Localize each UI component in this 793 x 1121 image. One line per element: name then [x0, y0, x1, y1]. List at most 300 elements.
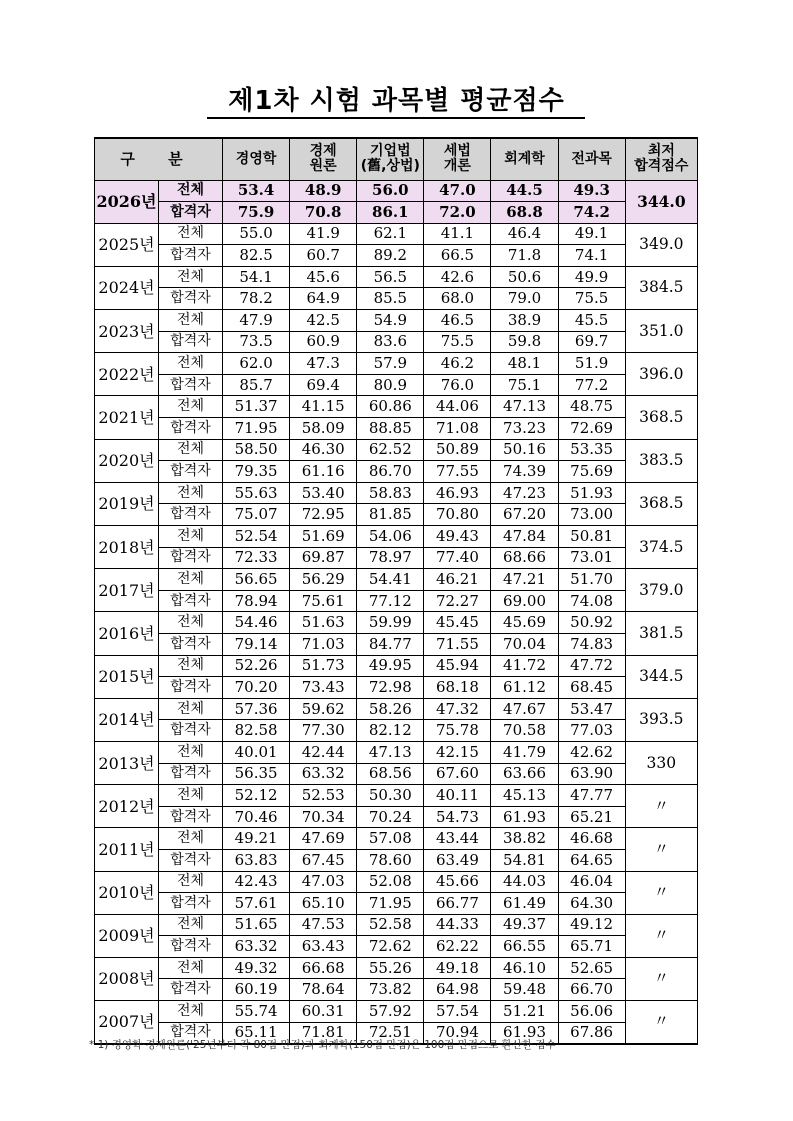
score-cell: 73.00: [558, 504, 625, 526]
score-cell: 50.89: [424, 439, 491, 461]
score-cell: 85.5: [357, 288, 424, 310]
score-cell: 54.81: [491, 849, 558, 871]
score-cell: 79.0: [491, 288, 558, 310]
score-cell: 65.71: [558, 936, 625, 958]
score-cell: 68.0: [424, 288, 491, 310]
score-cell: 70.20: [223, 677, 290, 699]
score-cell: 46.93: [424, 482, 491, 504]
label-passed: 합격자: [159, 893, 223, 915]
score-cell: 56.5: [357, 266, 424, 288]
label-passed: 합격자: [159, 461, 223, 483]
year-row-passed: [95, 677, 698, 699]
score-cell: 49.21: [223, 828, 290, 850]
score-cell: 46.21: [424, 569, 491, 591]
score-cell: 48.9: [290, 180, 357, 202]
score-cell: 54.9: [357, 310, 424, 332]
score-cell: 71.55: [424, 633, 491, 655]
score-cell: 42.6: [424, 266, 491, 288]
year-row-all: [95, 612, 698, 634]
score-cell: 65.11: [223, 1022, 290, 1044]
year-row-passed: [95, 849, 698, 871]
score-cell: 68.45: [558, 677, 625, 699]
score-cell: 60.31: [290, 1001, 357, 1023]
score-cell: 67.45: [290, 849, 357, 871]
score-cell: 49.9: [558, 266, 625, 288]
footnote: * 1) 경영학·경제원론('25년부터 각 80점 만점)과 회계학(150점 만점)은 100점 만점으로 환산한 점수: [89, 1039, 556, 1051]
score-cell: 69.4: [290, 374, 357, 396]
score-cell: 40.01: [223, 741, 290, 763]
label-all: 전체: [159, 266, 223, 288]
score-cell: 69.7: [558, 331, 625, 353]
year-row-passed: [95, 893, 698, 915]
score-cell: 47.72: [558, 655, 625, 677]
score-cell: 77.55: [424, 461, 491, 483]
score-cell: 59.62: [290, 698, 357, 720]
score-cell: 47.21: [491, 569, 558, 591]
year-cell: 2011년: [95, 828, 159, 871]
score-cell: 70.94: [424, 1022, 491, 1044]
score-cell: 67.20: [491, 504, 558, 526]
score-cell: 81.85: [357, 504, 424, 526]
year-row-all: [95, 526, 698, 548]
min-pass-score-cell: 384.5: [625, 266, 697, 309]
score-cell: 50.16: [491, 439, 558, 461]
min-pass-score-cell: 〃: [625, 957, 697, 1000]
score-cell: 52.54: [223, 526, 290, 548]
score-cell: 60.19: [223, 979, 290, 1001]
score-cell: 63.66: [491, 763, 558, 785]
year-row-all: [95, 828, 698, 850]
score-cell: 72.51: [357, 1022, 424, 1044]
label-all: 전체: [159, 439, 223, 461]
score-cell: 45.69: [491, 612, 558, 634]
min-pass-score-cell: 368.5: [625, 396, 697, 439]
score-cell: 70.04: [491, 633, 558, 655]
label-all: 전체: [159, 741, 223, 763]
score-cell: 51.69: [290, 526, 357, 548]
label-all: 전체: [159, 526, 223, 548]
score-cell: 46.2: [424, 353, 491, 375]
year-cell: 2023년: [95, 310, 159, 353]
year-row-passed: [95, 547, 698, 569]
label-all: 전체: [159, 353, 223, 375]
score-cell: 73.43: [290, 677, 357, 699]
score-cell: 50.30: [357, 785, 424, 807]
label-passed: 합격자: [159, 547, 223, 569]
score-cell: 58.83: [357, 482, 424, 504]
score-cell: 77.2: [558, 374, 625, 396]
label-all: 전체: [159, 914, 223, 936]
year-row-passed: [95, 202, 698, 224]
score-cell: 68.66: [491, 547, 558, 569]
min-pass-score-cell: 330: [625, 741, 697, 784]
score-cell: 51.73: [290, 655, 357, 677]
year-cell: 2017년: [95, 569, 159, 612]
score-cell: 42.62: [558, 741, 625, 763]
score-cell: 65.10: [290, 893, 357, 915]
score-cell: 48.75: [558, 396, 625, 418]
year-cell: 2007년: [95, 1001, 159, 1044]
label-all: 전체: [159, 871, 223, 893]
score-cell: 73.01: [558, 547, 625, 569]
year-cell: 2015년: [95, 655, 159, 698]
score-cell: 47.3: [290, 353, 357, 375]
year-cell: 2018년: [95, 526, 159, 569]
label-passed: 합격자: [159, 979, 223, 1001]
score-cell: 64.65: [558, 849, 625, 871]
label-passed: 합격자: [159, 720, 223, 742]
score-cell: 70.34: [290, 806, 357, 828]
label-all: 전체: [159, 310, 223, 332]
score-cell: 70.24: [357, 806, 424, 828]
year-cell: 2016년: [95, 612, 159, 655]
label-all: 전체: [159, 569, 223, 591]
score-cell: 52.53: [290, 785, 357, 807]
score-cell: 63.90: [558, 763, 625, 785]
year-row-all: [95, 482, 698, 504]
score-cell: 61.12: [491, 677, 558, 699]
score-cell: 55.74: [223, 1001, 290, 1023]
score-cell: 64.98: [424, 979, 491, 1001]
score-cell: 75.78: [424, 720, 491, 742]
score-cell: 68.56: [357, 763, 424, 785]
year-row-passed: [95, 590, 698, 612]
score-cell: 41.1: [424, 223, 491, 245]
score-cell: 54.1: [223, 266, 290, 288]
score-cell: 67.60: [424, 763, 491, 785]
score-cell: 68.8: [491, 202, 558, 224]
score-cell: 47.0: [424, 180, 491, 202]
score-cell: 55.26: [357, 957, 424, 979]
score-cell: 52.58: [357, 914, 424, 936]
min-pass-score-cell: 〃: [625, 914, 697, 957]
header-all-subjects: 전과목: [558, 138, 625, 180]
header-economics: 경제 원론: [290, 138, 357, 180]
score-cell: 78.60: [357, 849, 424, 871]
year-row-passed: [95, 374, 698, 396]
score-cell: 52.08: [357, 871, 424, 893]
score-cell: 82.12: [357, 720, 424, 742]
score-cell: 75.1: [491, 374, 558, 396]
score-cell: 72.33: [223, 547, 290, 569]
score-cell: 45.66: [424, 871, 491, 893]
label-passed: 합격자: [159, 374, 223, 396]
score-cell: 74.83: [558, 633, 625, 655]
score-cell: 49.18: [424, 957, 491, 979]
score-cell: 46.68: [558, 828, 625, 850]
score-cell: 51.93: [558, 482, 625, 504]
year-row-all: [95, 569, 698, 591]
score-cell: 62.52: [357, 439, 424, 461]
min-pass-score-cell: 393.5: [625, 698, 697, 741]
score-cell: 61.49: [491, 893, 558, 915]
year-row-all: [95, 439, 698, 461]
score-cell: 74.2: [558, 202, 625, 224]
score-cell: 75.5: [558, 288, 625, 310]
score-cell: 77.30: [290, 720, 357, 742]
score-cell: 64.30: [558, 893, 625, 915]
score-cell: 66.55: [491, 936, 558, 958]
year-row-passed: [95, 763, 698, 785]
score-cell: 78.94: [223, 590, 290, 612]
score-cell: 77.40: [424, 547, 491, 569]
score-cell: 45.94: [424, 655, 491, 677]
score-cell: 75.9: [223, 202, 290, 224]
score-cell: 46.30: [290, 439, 357, 461]
label-passed: 합격자: [159, 331, 223, 353]
year-row-all: [95, 353, 698, 375]
year-cell: 2026년: [95, 180, 159, 223]
score-cell: 77.03: [558, 720, 625, 742]
label-passed: 합격자: [159, 1022, 223, 1044]
score-cell: 47.84: [491, 526, 558, 548]
score-cell: 46.4: [491, 223, 558, 245]
label-all: 전체: [159, 1001, 223, 1023]
year-row-passed: [95, 245, 698, 267]
score-cell: 47.13: [491, 396, 558, 418]
score-cell: 46.04: [558, 871, 625, 893]
year-row-all: [95, 871, 698, 893]
score-cell: 72.0: [424, 202, 491, 224]
score-cell: 71.95: [357, 893, 424, 915]
score-cell: 38.9: [491, 310, 558, 332]
score-cell: 40.11: [424, 785, 491, 807]
score-cell: 78.97: [357, 547, 424, 569]
score-cell: 84.77: [357, 633, 424, 655]
year-row-passed: [95, 418, 698, 440]
score-cell: 74.08: [558, 590, 625, 612]
label-all: 전체: [159, 957, 223, 979]
score-cell: 49.37: [491, 914, 558, 936]
score-cell: 47.23: [491, 482, 558, 504]
year-cell: 2012년: [95, 785, 159, 828]
score-cell: 46.5: [424, 310, 491, 332]
score-cell: 42.43: [223, 871, 290, 893]
year-row-all: [95, 914, 698, 936]
score-cell: 47.77: [558, 785, 625, 807]
score-cell: 60.86: [357, 396, 424, 418]
score-cell: 66.77: [424, 893, 491, 915]
score-cell: 45.6: [290, 266, 357, 288]
label-passed: 합격자: [159, 936, 223, 958]
score-cell: 50.81: [558, 526, 625, 548]
score-cell: 42.5: [290, 310, 357, 332]
label-passed: 합격자: [159, 418, 223, 440]
score-cell: 71.81: [290, 1022, 357, 1044]
score-cell: 83.6: [357, 331, 424, 353]
label-passed: 합격자: [159, 202, 223, 224]
year-row-all: [95, 698, 698, 720]
score-cell: 70.46: [223, 806, 290, 828]
year-row-all: [95, 655, 698, 677]
score-cell: 73.82: [357, 979, 424, 1001]
score-cell: 62.0: [223, 353, 290, 375]
score-cell: 61.16: [290, 461, 357, 483]
header-tax-law: 세법 개론: [424, 138, 491, 180]
score-cell: 38.82: [491, 828, 558, 850]
score-cell: 55.63: [223, 482, 290, 504]
score-cell: 44.03: [491, 871, 558, 893]
label-passed: 합격자: [159, 245, 223, 267]
score-cell: 79.14: [223, 633, 290, 655]
label-all: 전체: [159, 655, 223, 677]
score-cell: 47.13: [357, 741, 424, 763]
year-cell: 2009년: [95, 914, 159, 957]
header-business: 경영학: [223, 138, 290, 180]
label-passed: 합격자: [159, 504, 223, 526]
score-cell: 59.8: [491, 331, 558, 353]
score-cell: 52.26: [223, 655, 290, 677]
year-row-all: [95, 266, 698, 288]
label-all: 전체: [159, 396, 223, 418]
score-cell: 58.09: [290, 418, 357, 440]
score-cell: 44.5: [491, 180, 558, 202]
score-cell: 69.00: [491, 590, 558, 612]
score-cell: 70.80: [424, 504, 491, 526]
score-cell: 53.40: [290, 482, 357, 504]
label-all: 전체: [159, 612, 223, 634]
score-cell: 48.1: [491, 353, 558, 375]
min-pass-score-cell: 381.5: [625, 612, 697, 655]
min-pass-score-cell: 383.5: [625, 439, 697, 482]
label-passed: 합격자: [159, 677, 223, 699]
score-cell: 78.64: [290, 979, 357, 1001]
score-cell: 72.69: [558, 418, 625, 440]
score-cell: 42.44: [290, 741, 357, 763]
year-cell: 2008년: [95, 957, 159, 1000]
score-cell: 51.70: [558, 569, 625, 591]
score-cell: 71.08: [424, 418, 491, 440]
score-cell: 50.6: [491, 266, 558, 288]
header-accounting: 회계학: [491, 138, 558, 180]
score-cell: 63.43: [290, 936, 357, 958]
min-pass-score-cell: 344.5: [625, 655, 697, 698]
year-row-passed: [95, 504, 698, 526]
score-cell: 66.68: [290, 957, 357, 979]
score-cell: 54.46: [223, 612, 290, 634]
score-cell: 80.9: [357, 374, 424, 396]
score-cell: 57.08: [357, 828, 424, 850]
score-cell: 49.32: [223, 957, 290, 979]
label-passed: 합격자: [159, 806, 223, 828]
score-cell: 71.8: [491, 245, 558, 267]
score-cell: 56.35: [223, 763, 290, 785]
min-pass-score-cell: 349.0: [625, 223, 697, 266]
score-cell: 56.65: [223, 569, 290, 591]
score-cell: 56.0: [357, 180, 424, 202]
score-cell: 75.69: [558, 461, 625, 483]
score-cell: 66.5: [424, 245, 491, 267]
score-cell: 63.32: [223, 936, 290, 958]
score-cell: 70.58: [491, 720, 558, 742]
score-cell: 44.06: [424, 396, 491, 418]
score-cell: 49.1: [558, 223, 625, 245]
score-cell: 47.53: [290, 914, 357, 936]
year-cell: 2020년: [95, 439, 159, 482]
score-cell: 45.5: [558, 310, 625, 332]
score-cell: 60.9: [290, 331, 357, 353]
score-cell: 49.95: [357, 655, 424, 677]
score-cell: 57.54: [424, 1001, 491, 1023]
score-cell: 74.1: [558, 245, 625, 267]
year-cell: 2010년: [95, 871, 159, 914]
score-cell: 49.43: [424, 526, 491, 548]
year-row-all: [95, 957, 698, 979]
title-underline: [207, 117, 585, 119]
page-title: 제1차 시험 과목별 평균점수: [228, 86, 565, 116]
score-cell: 47.67: [491, 698, 558, 720]
score-cell: 53.35: [558, 439, 625, 461]
year-row-passed: [95, 331, 698, 353]
score-cell: 52.65: [558, 957, 625, 979]
score-cell: 51.21: [491, 1001, 558, 1023]
score-cell: 72.27: [424, 590, 491, 612]
score-cell: 82.5: [223, 245, 290, 267]
score-cell: 47.03: [290, 871, 357, 893]
score-cell: 61.93: [491, 1022, 558, 1044]
score-cell: 76.0: [424, 374, 491, 396]
year-row-all: [95, 180, 698, 202]
score-cell: 55.0: [223, 223, 290, 245]
min-pass-score-cell: 379.0: [625, 569, 697, 612]
score-cell: 42.15: [424, 741, 491, 763]
score-cell: 61.93: [491, 806, 558, 828]
score-cell: 54.41: [357, 569, 424, 591]
score-cell: 54.06: [357, 526, 424, 548]
score-cell: 57.9: [357, 353, 424, 375]
score-cell: 71.03: [290, 633, 357, 655]
score-cell: 58.26: [357, 698, 424, 720]
average-scores-table: [94, 137, 698, 1045]
score-cell: 51.63: [290, 612, 357, 634]
min-pass-score-cell: 374.5: [625, 526, 697, 569]
score-cell: 77.12: [357, 590, 424, 612]
min-pass-score-cell: 〃: [625, 785, 697, 828]
score-cell: 53.47: [558, 698, 625, 720]
label-all: 전체: [159, 223, 223, 245]
score-cell: 56.06: [558, 1001, 625, 1023]
score-cell: 41.9: [290, 223, 357, 245]
label-passed: 합격자: [159, 763, 223, 785]
score-cell: 86.70: [357, 461, 424, 483]
score-cell: 45.45: [424, 612, 491, 634]
score-cell: 74.39: [491, 461, 558, 483]
score-cell: 57.36: [223, 698, 290, 720]
score-cell: 70.8: [290, 202, 357, 224]
label-all: 전체: [159, 180, 223, 202]
score-cell: 72.95: [290, 504, 357, 526]
year-row-passed: [95, 633, 698, 655]
score-cell: 73.23: [491, 418, 558, 440]
label-passed: 합격자: [159, 590, 223, 612]
score-cell: 72.98: [357, 677, 424, 699]
score-cell: 54.73: [424, 806, 491, 828]
score-cell: 52.12: [223, 785, 290, 807]
score-cell: 50.92: [558, 612, 625, 634]
score-cell: 63.32: [290, 763, 357, 785]
header-min-pass-score: 최저 합격점수: [625, 138, 697, 180]
year-row-passed: [95, 979, 698, 1001]
score-cell: 63.49: [424, 849, 491, 871]
score-cell: 67.86: [558, 1022, 625, 1044]
label-all: 전체: [159, 482, 223, 504]
score-cell: 66.70: [558, 979, 625, 1001]
min-pass-score-cell: 368.5: [625, 482, 697, 525]
year-row-all: [95, 785, 698, 807]
score-cell: 79.35: [223, 461, 290, 483]
year-row-all: [95, 310, 698, 332]
min-pass-score-cell: 〃: [625, 1001, 697, 1044]
